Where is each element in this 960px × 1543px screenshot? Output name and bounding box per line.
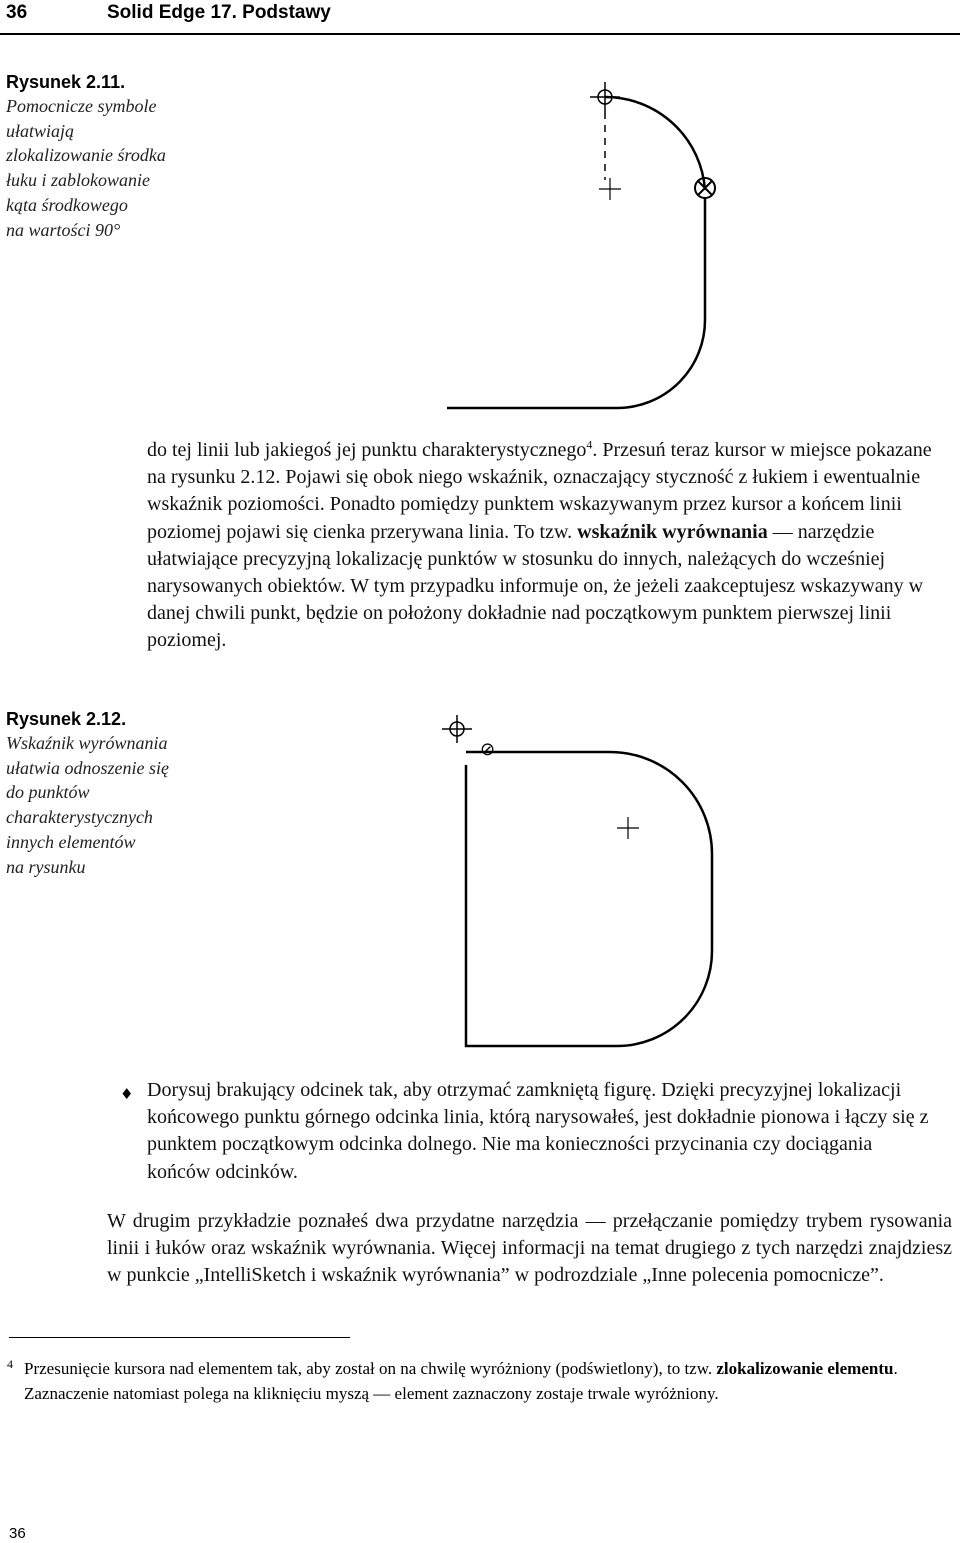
footnote-text-part: . Zaznaczenie natomiast polega na kliknięciu myszą — element zaznaczony zostaje trwale wyróżniony. xyxy=(24,1359,898,1403)
figure-2-11-caption-line: łuku i zablokowanie xyxy=(6,170,150,191)
profile-outline xyxy=(447,198,705,408)
bullet-symbol: ♦ xyxy=(120,1085,134,1103)
header-rule xyxy=(0,33,960,35)
figure-2-12-label: Rysunek 2.12. xyxy=(6,709,127,729)
bullet-paragraph: Dorysuj brakujący odcinek tak, aby otrzymać zamkniętą figurę. Dzięki precyzyjnej lokalizacji końcowego punktu górnego odcinka linia, którą narysowałeś, jest dokładnie pionowa i łączy się z punktem początkowym odcinka dolnego. Nie ma konieczności przycinania czy dociągania końców odcinków. xyxy=(147,1079,929,1183)
footnote-reference: 4 xyxy=(586,437,593,452)
figure-2-11-caption-line: na wartości 90° xyxy=(6,219,121,240)
paragraph-text: — narzędzie ułatwiające precyzyjną lokalizację punktów w stosunku do innych, należących do wcześniej narysowanych obiektów. W tym przypadku informuje on, że jeżeli zaakceptujesz wskazywany w danej chwili punkt, będzie on położony dokładnie nad początkowym punktem pierwszej linii poziomej. xyxy=(147,520,924,652)
figure-2-11-drawing xyxy=(430,70,730,420)
arc-center-marker xyxy=(617,817,639,839)
figure-2-11-label: Rysunek 2.11. xyxy=(6,72,126,92)
figure-2-12-caption-line: charakterystycznych xyxy=(6,807,153,828)
figure-2-12-caption-line: innych elementów xyxy=(6,831,136,852)
figure-2-11-caption-line: zlokalizowanie środka xyxy=(6,145,166,166)
footnote-rule xyxy=(9,1337,350,1338)
footnote-number: 4 xyxy=(7,1357,13,1371)
arc-segment xyxy=(605,97,705,190)
term-alignment-indicator: wskaźnik wyrównania xyxy=(577,520,768,543)
figure-2-12-caption xyxy=(6,707,216,879)
figure-2-11-caption-line: Pomocnicze symbole xyxy=(6,96,157,116)
bullet-item-text xyxy=(147,1077,932,1186)
header-page-number: 36 xyxy=(6,2,28,23)
tangency-indicator-icon: ⊘ xyxy=(480,739,496,760)
body-paragraph-1 xyxy=(147,437,932,655)
figure-2-12-caption-line: do punktów xyxy=(6,782,90,803)
paragraph-text: . Przesuń teraz kursor w miejsce pokazane na rysunku 2.12. Pojawi się obok niego wskaźnik, oznaczający styczność z łukiem i ewentualnie wskaźnik poziomości. Ponadto pomiędzy punktem wskazywanym przez kursor a końcem linii poziomej pojawi się cienka przerywana linia. To tzw. xyxy=(147,439,932,543)
profile-outline xyxy=(466,752,712,1046)
cursor-crosshair-marker xyxy=(442,715,472,743)
footer-page-number: 36 xyxy=(9,1525,26,1542)
footnote-text xyxy=(24,1357,924,1406)
figure-2-11-caption xyxy=(6,70,206,242)
paragraph-text: do tej linii lub jakiegoś jej punktu charakterystycznego xyxy=(147,439,587,461)
figure-2-12-drawing xyxy=(430,705,730,1055)
footnote-text-part: Przesunięcie kursora nad elementem tak, aby został on na chwilę wyróżniony (podświetlony), to tzw. xyxy=(24,1359,717,1378)
header-book-title: Solid Edge 17. Podstawy xyxy=(107,2,331,23)
paragraph-text: W drugim przykładzie poznałeś dwa przydatne narzędzia — przełączanie pomiędzy trybem rysowania linii i łuków oraz wskaźnik wyrównania. Więcej informacji na temat drugiego z tych narzędzi znajdziesz w punkcie „IntelliSketch i wskaźnik wyrównania” w podrozdziale „Inne polecenia pomocnicze”. xyxy=(107,1210,952,1287)
body-paragraph-2 xyxy=(107,1208,952,1290)
arc-center-marker xyxy=(599,178,621,200)
term-element-locating: zlokalizowanie elementu xyxy=(716,1359,894,1378)
figure-2-12-caption-line: Wskaźnik wyrównania xyxy=(6,733,168,753)
figure-2-12-caption-line: na rysunku xyxy=(6,856,86,877)
figure-2-11-caption-line: kąta środkowego xyxy=(6,194,128,215)
figure-2-12-caption-line: ułatwia odnoszenie się xyxy=(6,757,169,778)
figure-2-11-caption-line: ułatwiają xyxy=(6,120,75,141)
